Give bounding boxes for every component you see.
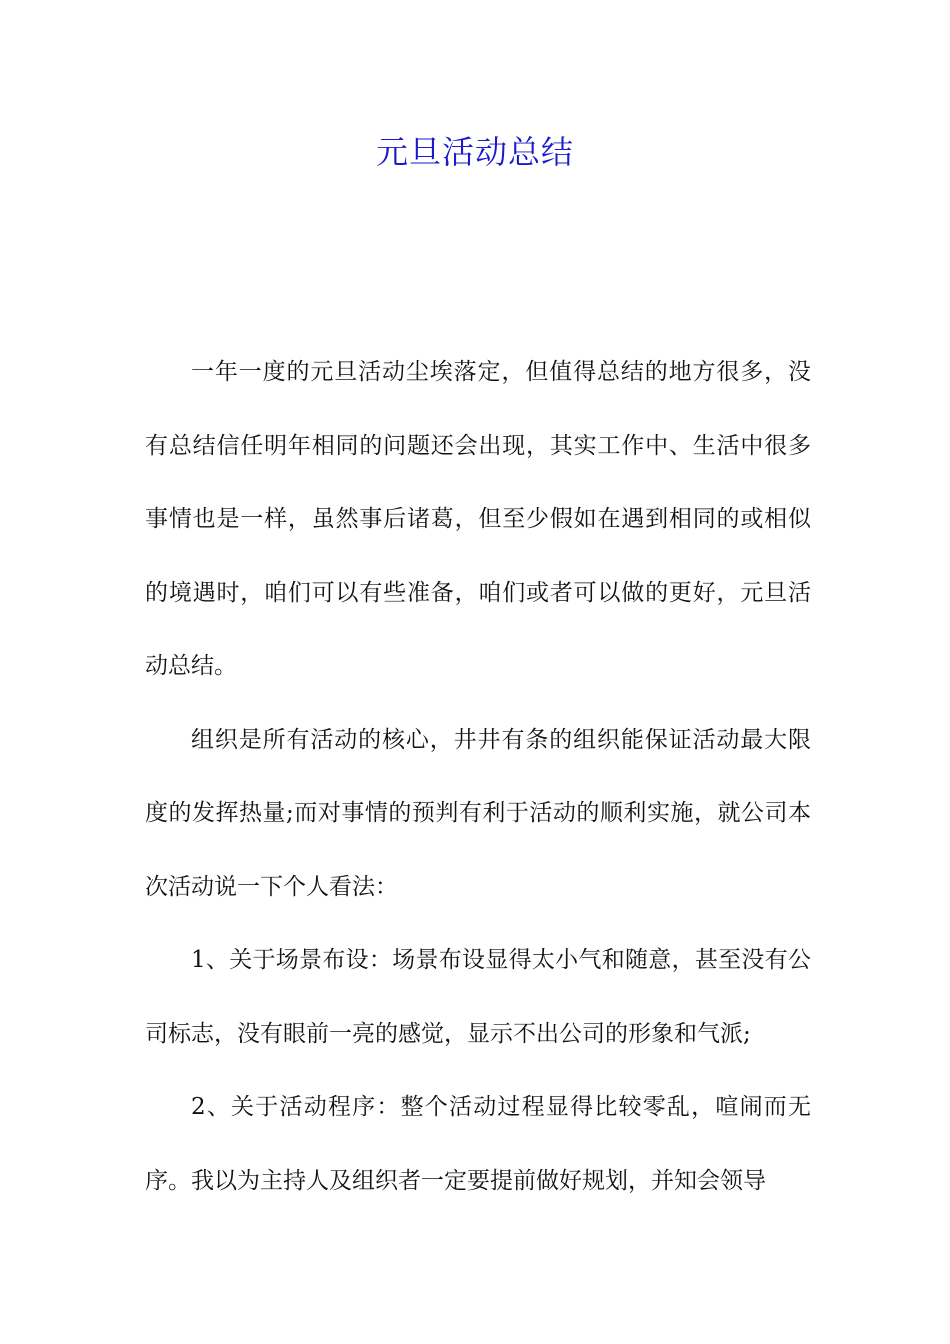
document-title: 元旦活动总结 bbox=[375, 133, 574, 171]
document-body bbox=[145, 336, 811, 1218]
paragraph-organization: 组织是所有活动的核心，井井有条的组织能保证活动最大限度的发挥热量;而对事情的预判有利于活动的顺利实施，就公司本次活动说一下个人看法： bbox=[145, 726, 811, 900]
paragraph-intro: 一年一度的元旦活动尘埃落定，但值得总结的地方很多，没有总结信任明年相同的问题还会出现，其实工作中、生活中很多事情也是一样，虽然事后诸葛，但至少假如在遇到相同的或相似的境遇时，咱们可以有些准备，咱们或者可以做的更好，元旦活动总结。 bbox=[145, 359, 811, 679]
paragraph-point-1: 1、关于场景布设：场景布设显得太小气和随意，甚至没有公司标志，没有眼前一亮的感觉，显示不出公司的形象和气派; bbox=[145, 947, 811, 1047]
paragraph-point-2: 2、关于活动程序：整个活动过程显得比较零乱，喧闹而无序。我以为主持人及组织者一定要提前做好规划，并知会领导 bbox=[145, 1094, 811, 1194]
